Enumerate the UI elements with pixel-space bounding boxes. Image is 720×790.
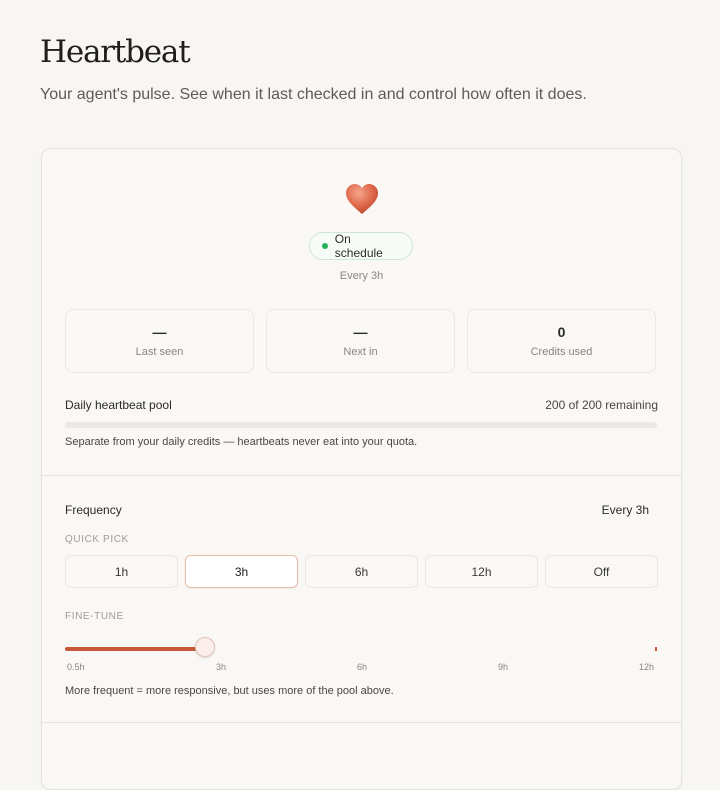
divider bbox=[42, 722, 681, 723]
quick-pick-caption: QUICK PICK bbox=[65, 534, 129, 545]
pool-note: Separate from your daily credits — heartbeats never eat into your quota. bbox=[65, 436, 418, 448]
quick-pick-3h-button[interactable]: 3h bbox=[185, 555, 298, 588]
frequency-current: Every 3h bbox=[601, 503, 649, 517]
slider-tick: 0.5h bbox=[67, 662, 85, 672]
stat-label: Last seen bbox=[135, 346, 184, 358]
stat-value: — bbox=[353, 324, 368, 340]
stat-label: Credits used bbox=[530, 346, 593, 358]
status-label: On schedule bbox=[334, 232, 383, 260]
quick-pick-off-button[interactable]: Off bbox=[545, 555, 658, 588]
frequency-slider-fill bbox=[65, 647, 205, 651]
stat-last-seen bbox=[65, 309, 254, 373]
frequency-slider-thumb[interactable] bbox=[195, 637, 215, 657]
page-subtitle: Your agent's pulse. See when it last checked in and control how often it does. bbox=[40, 86, 587, 103]
stat-next-in bbox=[266, 309, 455, 373]
quick-pick-6h-button[interactable]: 6h bbox=[305, 555, 418, 588]
frequency-slider-end bbox=[655, 647, 657, 651]
page-title: Heartbeat bbox=[40, 34, 190, 70]
slider-tick: 9h bbox=[498, 662, 509, 672]
frequency-label: Frequency bbox=[65, 503, 122, 517]
quick-pick-1h-button[interactable]: 1h bbox=[65, 555, 178, 588]
cadence-text: Every 3h bbox=[339, 270, 384, 282]
status-badge bbox=[309, 232, 413, 260]
frequency-note: More frequent = more responsive, but uses more of the pool above. bbox=[65, 685, 394, 697]
stat-value: — bbox=[152, 324, 167, 340]
stat-credits-used bbox=[467, 309, 656, 373]
quick-pick-12h-button[interactable]: 12h bbox=[425, 555, 538, 588]
pool-progress-bar bbox=[65, 422, 657, 428]
slider-tick: 6h bbox=[357, 662, 368, 672]
heartbeat-card bbox=[41, 148, 682, 790]
stat-value: 0 bbox=[557, 324, 566, 340]
frequency-slider-track[interactable] bbox=[65, 647, 657, 651]
slider-tick: 3h bbox=[216, 662, 227, 672]
slider-tick: 12h bbox=[639, 662, 655, 672]
heart-icon bbox=[344, 181, 380, 217]
pool-label: Daily heartbeat pool bbox=[65, 398, 172, 412]
pool-remaining: 200 of 200 remaining bbox=[545, 398, 658, 412]
status-dot-icon bbox=[322, 243, 328, 249]
stat-label: Next in bbox=[343, 346, 378, 358]
divider bbox=[42, 475, 681, 476]
fine-tune-caption: FINE-TUNE bbox=[65, 611, 124, 622]
